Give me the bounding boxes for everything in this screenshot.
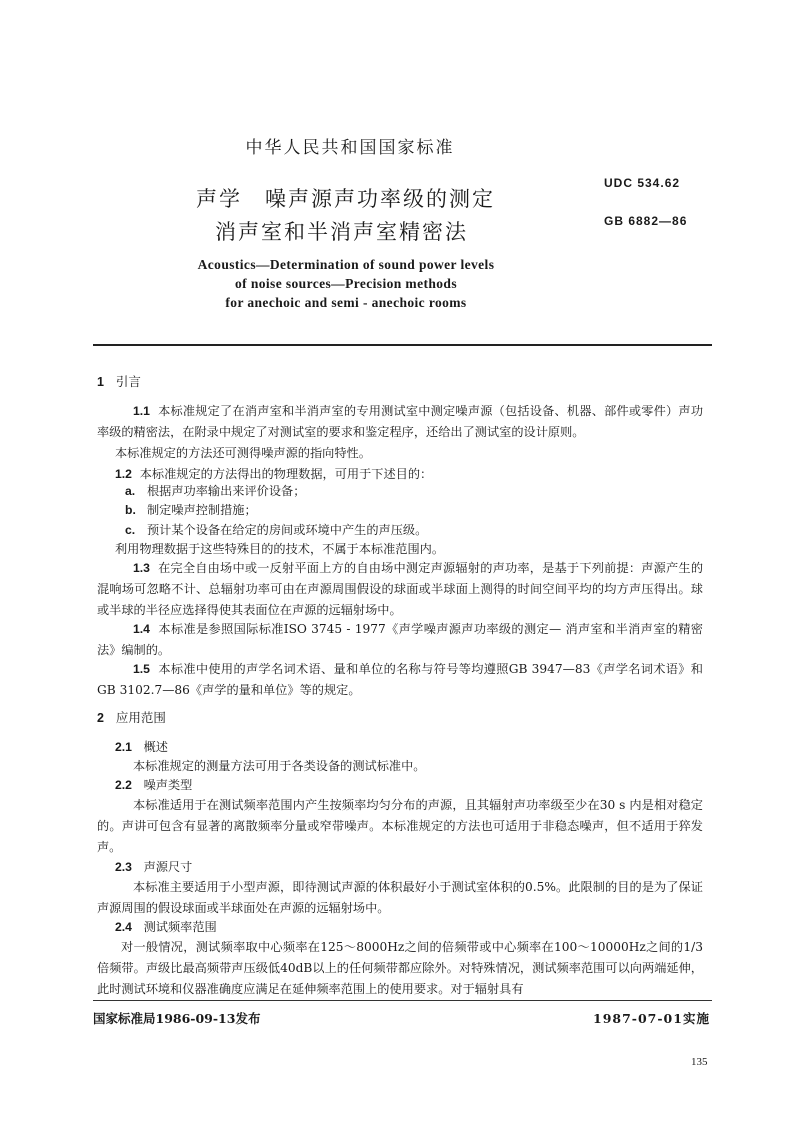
clause-2-1-title xyxy=(115,737,168,758)
clause-2-3-text: 本标准主要适用于小型声源，即待测试声源的体积最好小于测试室体积的0.5%。此限制的目的是为了保证声源周围的假设球面或半球面处在声源的远辐射场中。 xyxy=(97,880,703,915)
clause-text: 本标准规定了在消声室和半消声室的专用测试室中测定噪声源（包括设备、机器、部件或零件）声功率级的精密法，在附录中规定了对测试室的要求和鉴定程序，还给出了测试室的设计原则。 xyxy=(97,404,704,439)
clause-title: 测试频率范围 xyxy=(143,920,217,934)
clause-1-2-note: 利用物理数据于这些特殊目的的技术，不属于本标准范围内。 xyxy=(115,542,445,556)
gb-code: GB 6882—86 xyxy=(604,214,688,228)
section-2-title: 应用范围 xyxy=(115,710,166,725)
title-en-line3: for anechoic and semi - anechoic rooms xyxy=(225,295,467,310)
clause-title: 声源尺寸 xyxy=(143,860,193,874)
clause-1-1-note: 本标准规定的方法还可测得噪声源的指向特性。 xyxy=(115,446,371,460)
clause-2-2-text: 本标准适用于在测试频率范围内产生按频率均匀分布的声源，且其辐射声功率级至少在30 s 内是相对稳定的。声讲可包含有显著的离散频率分量或窄带噪声。本标准规定的方法也可适用于非稳态噪声，但不适用于猝发声。 xyxy=(97,798,703,854)
title-en-line2: of noise sources—Precision methods xyxy=(235,276,457,291)
section-1-heading xyxy=(97,371,141,393)
list-label: a. xyxy=(125,484,136,498)
section-1-title: 引言 xyxy=(115,374,141,389)
list-item-a xyxy=(125,481,305,502)
clause-2-4-text: 对一般情况，测试频率取中心频率在125～8000Hz之间的倍频带或中心频率在100～10000Hz之间的1/3倍频带。声级比最高频带声压级低40dB以上的任何频带都应除外。对特殊情况，测试频率范围可以向两端延伸，此时测试环境和仪器准确度应满足在延伸频率范围上的使用要求。对于辐射具有 xyxy=(97,940,703,996)
clause-2-1-text: 本标准规定的测量方法可用于各类设备的测试标准中。 xyxy=(133,759,426,773)
footer-rule xyxy=(93,1000,712,1001)
list-label: b. xyxy=(125,503,136,517)
clause-text: 本标准中使用的声学名词术语、量和单位的名称与符号等均遵照GB 3947—83《声学名词术语》和GB 3102.7—86《声学的量和单位》等的规定。 xyxy=(97,662,703,697)
clause-1-5 xyxy=(97,659,703,701)
issue-date: 国家标准局1986-09-13发布 xyxy=(93,1011,261,1026)
clause-number: 2.4 xyxy=(115,920,132,934)
header-rule xyxy=(93,344,712,346)
clause-1-3 xyxy=(97,558,703,621)
clause-text: 本标准是参照国际标准ISO 3745 - 1977《声学噪声源声功率级的测定— 消声室和半消声室的精密法》编制的。 xyxy=(97,622,703,657)
clause-number: 2.3 xyxy=(115,860,132,874)
clause-text: 在完全自由场中或一反射平面上方的自由场中测定声源辐射的声功率，是基于下列前提：声源产生的混响场可忽略不计、总辐射功率可由在声源周围假设的球面或半球面上测得的时间空间平均的均方声压得出。球或半球的半径应选择得使其表面位在声源的远辐射场中。 xyxy=(97,561,704,617)
clause-number: 1.2 xyxy=(115,467,132,481)
clause-1-4 xyxy=(97,619,703,661)
list-item-b xyxy=(125,500,257,521)
clause-2-2-title xyxy=(115,775,192,796)
clause-2-4-title xyxy=(115,917,217,938)
clause-text: 本标准规定的方法得出的物理数据，可用于下述目的： xyxy=(139,467,433,481)
clause-number: 2.2 xyxy=(115,778,132,792)
list-label: c. xyxy=(125,523,136,537)
clause-title: 噪声类型 xyxy=(143,778,193,792)
clause-number: 1.3 xyxy=(133,561,150,575)
clause-1-1 xyxy=(97,401,703,443)
list-item-c xyxy=(125,520,427,541)
clause-number: 1.4 xyxy=(133,622,150,636)
title-cn-line1: 声学 噪声源声功率级的测定 xyxy=(196,187,495,211)
clause-title: 概述 xyxy=(143,740,168,754)
title-cn-line2: 消声室和半消声室精密法 xyxy=(215,220,468,244)
page-number: 135 xyxy=(691,1056,708,1068)
list-text: 根据声功率输出来评价设备； xyxy=(147,484,306,498)
clause-2-3-title xyxy=(115,857,192,878)
udc-code: UDC 534.62 xyxy=(604,176,681,190)
section-1-number: 1 xyxy=(97,375,104,389)
list-text: 制定噪声控制措施； xyxy=(147,503,257,517)
effective-date: 1987-07-01实施 xyxy=(593,1011,710,1026)
section-2-number: 2 xyxy=(97,711,104,725)
clause-number: 1.1 xyxy=(133,404,150,418)
list-text: 预计某个设备在给定的房间或环境中产生的声压级。 xyxy=(147,523,428,537)
standard-title: 中华人民共和国国家标准 xyxy=(245,138,455,158)
clause-number: 1.5 xyxy=(133,662,150,676)
section-2-heading xyxy=(97,707,166,729)
clause-number: 2.1 xyxy=(115,740,132,754)
title-en-line1: Acoustics—Determination of sound power levels xyxy=(197,257,495,272)
